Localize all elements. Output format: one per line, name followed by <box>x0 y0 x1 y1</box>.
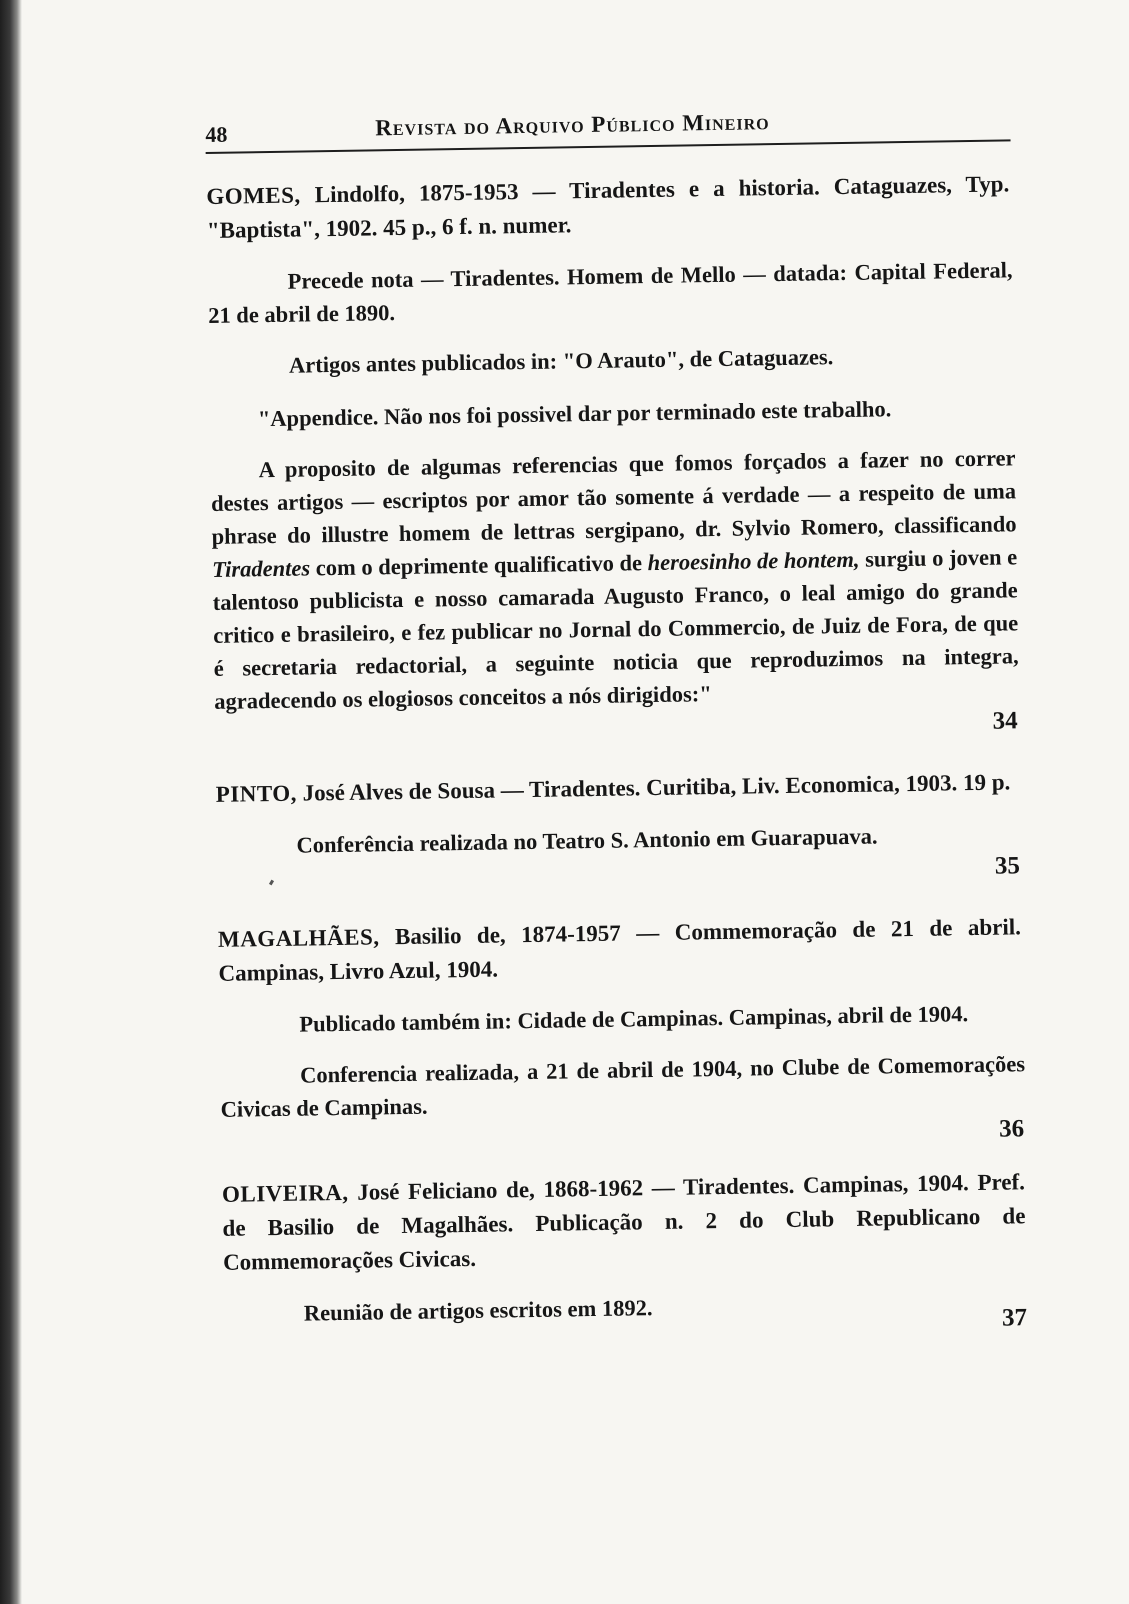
entry-citation <box>215 765 1020 812</box>
entry-author: GOMES, <box>206 182 301 209</box>
entry-note: Conferência realizada no Teatro S. Antonio em Guarapuava. <box>296 823 878 858</box>
entry-note: Conferencia realizada, a 21 de abril de 1904, no Clube de Comemorações Civicas de Campinas. <box>220 1051 1026 1122</box>
quote-italic-phrase: heroesinho de hontem, <box>647 546 860 576</box>
running-title: Revista do Arquivo Público Mineiro <box>375 109 770 141</box>
entry-note: Artigos antes publicados in: "O Arauto", de Cataguazes. <box>288 344 834 378</box>
entry-number: 36 <box>998 1115 1025 1143</box>
entry-note: Precede nota — Tiradentes. Homem de Mello — datada: Capital Federal, 21 de abril de 1890. <box>208 257 1013 328</box>
page-header <box>205 99 1011 154</box>
entry-citation-text: José Alves de Sousa — Tiradentes. Curitiba, Liv. Economica, 1903. 19 p. <box>302 769 1011 806</box>
entry-citation <box>222 1165 1029 1280</box>
bibliography-entry <box>206 167 1020 748</box>
entry-note: Publicado também in: Cidade de Campinas. Campinas, abril de 1904. <box>299 1001 969 1037</box>
quote-text: A proposito de algumas referencias que fomos forçados a fazer no correr destes artigos — escriptos por amor tão somente á verdade — a respeito de uma phrase do illustre homem de lettras sergipano, dr. Sylvio Romero, classificando <box>210 445 1017 549</box>
quote-italic-title: Tiradentes <box>211 555 311 582</box>
entry-author: OLIVEIRA, <box>221 1179 349 1207</box>
entry-note: Reunião de artigos escritos em 1892. <box>303 1295 653 1326</box>
quote-text: com o deprimente qualificativo de <box>309 550 648 581</box>
entry-quote-paragraph <box>210 441 1019 718</box>
document-page <box>205 99 1033 1591</box>
entry-author: PINTO, <box>215 780 298 807</box>
entry-number: 35 <box>994 852 1021 880</box>
entry-number: 34 <box>992 707 1018 735</box>
entry-number: 37 <box>1001 1304 1028 1332</box>
entry-author: MAGALHÃES, <box>217 924 380 952</box>
entry-citation <box>218 910 1024 991</box>
entry-quote-paragraph: "Appendice. Não nos foi possivel dar por terminado este trabalho. <box>257 396 892 432</box>
entry-citation-text: Basilio de, 1874-1957 — Commemoração de 21 de abril. Campinas, Livro Azul, 1904. <box>218 914 1022 986</box>
entry-citation-text: José Feliciano de, 1868-1962 — Tiradentes. Campinas, 1904. Pref. de Basilio de Magalhães. Publicação n. 2 do Club Republicano de Commemorações Civicas. <box>222 1169 1026 1275</box>
bibliography-entry <box>222 1165 1030 1345</box>
bibliography-entry <box>218 910 1027 1156</box>
bibliography-entry <box>215 765 1022 893</box>
quote-text: surgiu o joven e talentoso publicista e nosso camarada Augusto Franco, o leal amigo do grande critico e brasileiro, e fez publicar no Jornal do Commercio, de Juiz de Fora, de que é secretaria redactorial, a seguinte noticia que reproduzimos na integra, agradecendo os elogiosos conceitos a nós dirigidos:" <box>212 544 1019 714</box>
entry-citation <box>206 167 1012 248</box>
page-number: 48 <box>205 121 228 147</box>
scan-binding-edge <box>0 0 22 1604</box>
entry-citation-text: Lindolfo, 1875-1953 — Tiradentes e a historia. Cataguazes, Typ. "Baptista", 1902. 45 p., 6 f. n. numer. <box>206 171 1010 243</box>
